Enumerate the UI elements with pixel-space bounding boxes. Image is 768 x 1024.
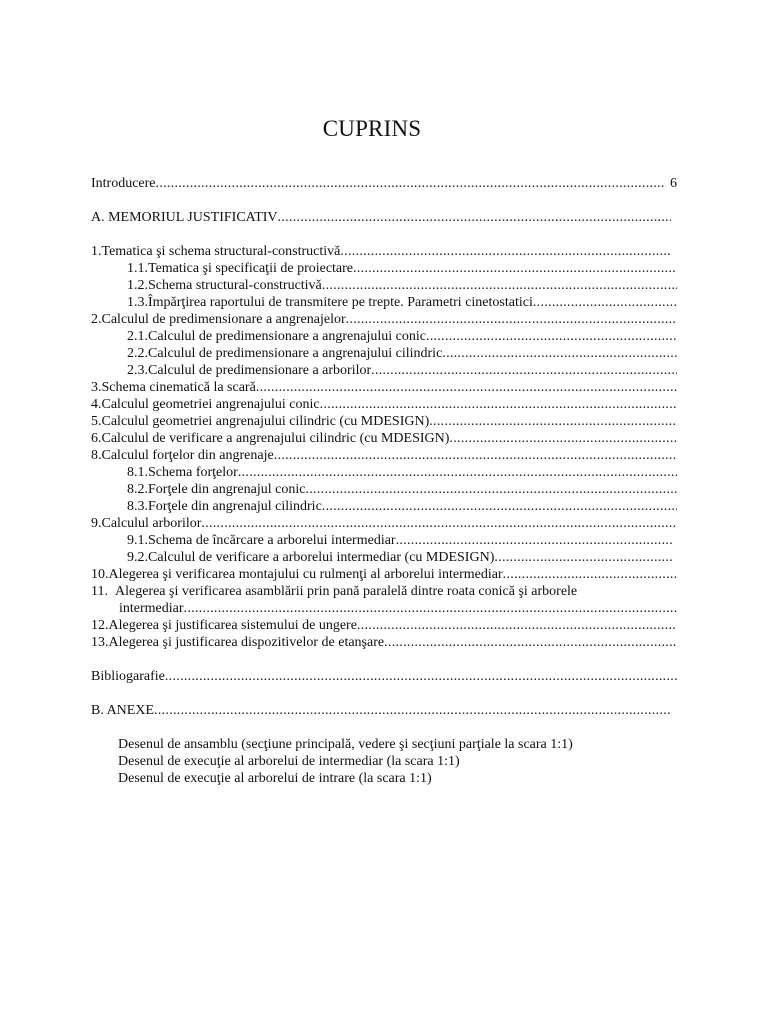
toc-entry-label: Alegerea şi verificarea montajului cu rulmenţi al arborelui intermediar [108,567,503,582]
toc-entry-9[interactable] [91,515,677,533]
toc-entry-10[interactable] [91,566,677,584]
annex-item: Desenul de execuţie al arborelui de intrare (la scara 1:1) [118,771,432,786]
toc-entry-2-3[interactable] [127,362,677,380]
toc-entry-label: Calculul arborilor [101,516,202,531]
toc-entry-number: 8.3. [127,499,148,514]
toc-entry-number: 9.1. [127,533,148,548]
toc-entry-label: Schema de încărcare a arborelui intermediar [148,533,396,548]
toc-entry-2[interactable] [91,311,677,329]
dot-leader [533,294,677,312]
dot-leader [278,209,671,227]
toc-entry-number: 6. [91,431,102,446]
toc-entry-label: Tematica şi schema structural-constructivă [101,244,341,259]
toc-entry-11-continued[interactable] [119,600,677,618]
toc-entry-label: Alegerea şi verificarea asamblării prin pană paralelă dintre roata conică şi arborele [115,584,578,599]
toc-entry-label: Alegerea şi justificarea dispozitivelor de etanşare [108,635,385,650]
toc-entry-2-2[interactable] [127,345,677,363]
toc-entry-label: Introducere [91,176,156,191]
dot-leader [396,532,673,550]
toc-entry-13[interactable] [91,634,677,652]
toc-entry-3[interactable] [91,379,677,397]
toc-entry-label: Schema structural-constructivă [148,278,322,293]
dot-leader [429,413,677,431]
toc-entry-5[interactable] [91,413,677,431]
toc-entry-8[interactable] [91,447,677,465]
dot-leader [256,379,677,397]
toc-entry-12[interactable] [91,617,677,635]
annex-item: Desenul de execuţie al arborelui de intermediar (la scara 1:1) [118,754,460,769]
dot-leader [371,362,677,380]
toc-entry-label: Tematica şi specificaţii de proiectare [148,261,354,276]
toc-entry-number: 5. [91,414,102,429]
dot-leader [340,243,671,261]
dot-leader [442,345,677,363]
toc-entry-label: Bibliogarafie [91,669,165,684]
toc-entry-number: 1.3. [127,295,148,310]
toc-entry-8-2[interactable] [127,481,677,499]
dot-leader [503,566,677,584]
toc-entry-label: Calculul de predimensionare a angrenajelor [101,312,346,327]
dot-leader [184,600,677,618]
dot-leader [165,668,677,686]
toc-entry-1[interactable] [91,243,671,261]
toc-entry-label: Calculul geometriei angrenajului conic [101,397,320,412]
toc-entry-label: Calculul de verificare a arborelui intermediar (cu MDESIGN) [148,550,495,565]
toc-section-a[interactable] [91,209,671,227]
toc-entry-number: 9. [91,516,102,531]
dot-leader [449,430,677,448]
toc-entry-number: 8. [91,448,102,463]
page-title: CUPRINS [322,116,422,141]
dot-leader [305,481,677,499]
toc-section-b[interactable] [91,702,671,720]
toc-entry-number: 3. [91,380,102,395]
dot-leader [357,617,677,635]
toc-entry-number: 9.2. [127,550,148,565]
toc-entry-number: 2.2. [127,346,148,361]
dot-leader [238,464,677,482]
toc-entry-label: Calculul de predimensionare a angrenajului cilindric [148,346,443,361]
toc-entry-1-1[interactable] [127,260,677,278]
toc-entry-number: 2. [91,312,102,327]
dot-leader [494,549,673,567]
toc-entry-label: Calculul de verificare a angrenajului cilindric (cu MDESIGN) [101,431,450,446]
dot-leader [322,277,677,295]
dot-leader [346,311,677,329]
toc-entry-label: Forţele din angrenajul cilindric [148,499,322,514]
toc-entry-8-3[interactable] [127,498,677,516]
annex-item: Desenul de ansamblu (secţiune principală, vedere şi secţiuni parţiale la scara 1:1) [118,737,573,752]
toc-entry-label: A. MEMORIUL JUSTIFICATIV [91,210,278,225]
toc-entry-number: 11. [91,584,108,599]
toc-entry-1-2[interactable] [127,277,677,295]
dot-leader [274,447,677,465]
toc-entry-number: 4. [91,397,102,412]
toc-entry-bibliography[interactable] [91,668,677,686]
dot-leader [384,634,677,652]
toc-entry-1-3[interactable] [127,294,677,312]
toc-entry-number: 1. [91,244,102,259]
toc-entry-6[interactable] [91,430,677,448]
toc-entry-number: 1.1. [127,261,148,276]
dot-leader [154,702,671,720]
toc-entry-4[interactable] [91,396,677,414]
dot-leader [322,498,677,516]
toc-entry-number: 10. [91,567,109,582]
dot-leader [320,396,677,414]
toc-entry-label: Alegerea şi justificarea sistemului de ungere [108,618,357,633]
toc-entry-9-2[interactable] [127,549,673,567]
toc-entry-label: Calculul de predimensionare a arborilor [148,363,372,378]
toc-page-number: 6 [670,176,677,191]
toc-entry-label: Forţele din angrenajul conic [148,482,306,497]
toc-entry-11[interactable] [91,583,677,601]
toc-entry-label: Împărţirea raportului de transmitere pe trepte. Parametri cinetostatici [148,295,533,310]
toc-entry-number: 13. [91,635,109,650]
toc-entry-label: B. ANEXE [91,703,154,718]
dot-leader [156,175,666,193]
toc-entry-8-1[interactable] [127,464,677,482]
toc-entry-2-1[interactable] [127,328,677,346]
toc-entry-number: 8.1. [127,465,148,480]
toc-entry-label: Calculul forţelor din angrenaje [101,448,274,463]
toc-entry-number: 2.1. [127,329,148,344]
toc-entry-label: Schema cinematică la scară [101,380,256,395]
toc-entry-label: Calculul de predimensionare a angrenajului conic [148,329,426,344]
toc-entry-number: 1.2. [127,278,148,293]
dot-leader [201,515,677,533]
toc-entry-number: 2.3. [127,363,148,378]
toc-entry-label: intermediar [119,601,184,616]
toc-entry-label: Calculul geometriei angrenajului cilindric (cu MDESIGN) [101,414,430,429]
dot-leader [426,328,677,346]
toc-entry-number: 12. [91,618,109,633]
toc-entry-intro[interactable] [91,175,677,193]
dot-leader [353,260,677,278]
toc-entry-number: 8.2. [127,482,148,497]
toc-entry-9-1[interactable] [127,532,673,550]
toc-entry-label: Schema forţelor [148,465,238,480]
